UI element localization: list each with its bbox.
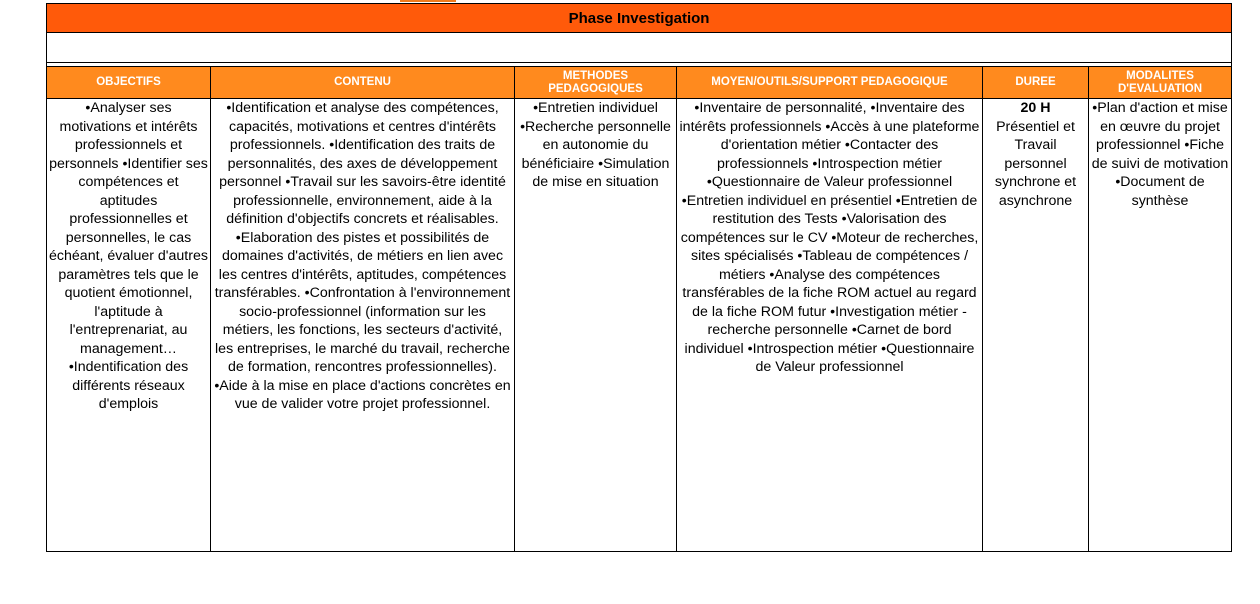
- objectifs-text: •Analyser ses motivations et intérêts professionnels et personnels •Identifier ses compétences et aptitudes professionnelles et personnelles, le cas échéant, évaluer d'autres paramètres tels que le quotient émotionnel, l'aptitude à l'entreprenariat, au management… •Indentification des différents réseaux d'emplois: [49, 100, 208, 412]
- contenu-text: •Identification et analyse des compétences, capacités, motivations et centres d'intérêts professionnels. •Identification des traits de personnalités, des axes de développement personnel •Travail sur les savoirs-être identité professionnelle, environnement, aide à la définition d'objectifs concrets et réalisables. •Elaboration des pistes et possibilités de domaines d'activités, de métiers en lien avec les centres d'intérêts, aptitudes, compétences transférables. •Confrontation à l'environnement socio-professionnel (information sur les métiers, les fonctions, les secteurs d'activité, les entreprises, le marché du travail, recherche de formation, rencontres professionnelles). •Aide à la mise en place d'actions concrètes en vue de valider votre projet professionnel.: [214, 100, 511, 412]
- col-header-moyens: MOYEN/OUTILS/SUPPORT PEDAGOGIQUE: [677, 67, 983, 99]
- content-row: [47, 99, 1232, 552]
- blank-cell: [47, 33, 1232, 63]
- col-header-objectifs: OBJECTIFS: [47, 67, 211, 99]
- cell-objectifs: [47, 99, 211, 552]
- col-header-methodes: METHODES PEDAGOGIQUES: [515, 67, 677, 99]
- modalites-text: •Plan d'action et mise en œuvre du projet professionnel •Fiche de suivi de motivation •Document de synthèse: [1091, 100, 1229, 209]
- phase-table: [46, 3, 1232, 552]
- cell-contenu: [211, 99, 515, 552]
- moyens-text: •Inventaire de personnalité, •Inventaire des intérêts professionnels •Accès à une plateforme d'orientation métier •Contacter des professionnels •Introspection métier •Questionnaire de Valeur professionnel •Entretien individuel en présentiel •Entretien de restitution des Tests •Valorisation des compétences sur le CV •Moteur de recherches, sites spécialisés •Tableau de compétences / métiers •Analyse des compétences transférables de la fiche ROM actuel au regard de la fiche ROM futur •Investigation métier -recherche personnelle •Carnet de bord individuel •Introspection métier •Questionnaire de Valeur professionnel: [679, 100, 980, 375]
- cell-duree: [983, 99, 1089, 552]
- cell-moyens: [677, 99, 983, 552]
- phase-title: Phase Investigation: [47, 4, 1232, 33]
- duree-detail: Présentiel et Travail personnel synchrone et asynchrone: [994, 118, 1077, 209]
- col-header-modalites: MODALITES D'EVALUATION: [1089, 67, 1232, 99]
- col-header-contenu: CONTENU: [211, 67, 515, 99]
- col-header-duree: DUREE: [983, 67, 1089, 99]
- duree-hours: 20 H: [1020, 100, 1051, 116]
- blank-row: [47, 33, 1232, 63]
- column-header-row: [47, 67, 1232, 99]
- top-decoration: [400, 0, 456, 2]
- cell-methodes: [515, 99, 677, 552]
- cell-modalites: [1089, 99, 1232, 552]
- investigation-table-container: [46, 3, 1231, 552]
- title-row: [47, 4, 1232, 33]
- methodes-text: •Entretien individuel •Recherche personnelle en autonomie du bénéficiaire •Simulation de mise en situation: [520, 100, 671, 190]
